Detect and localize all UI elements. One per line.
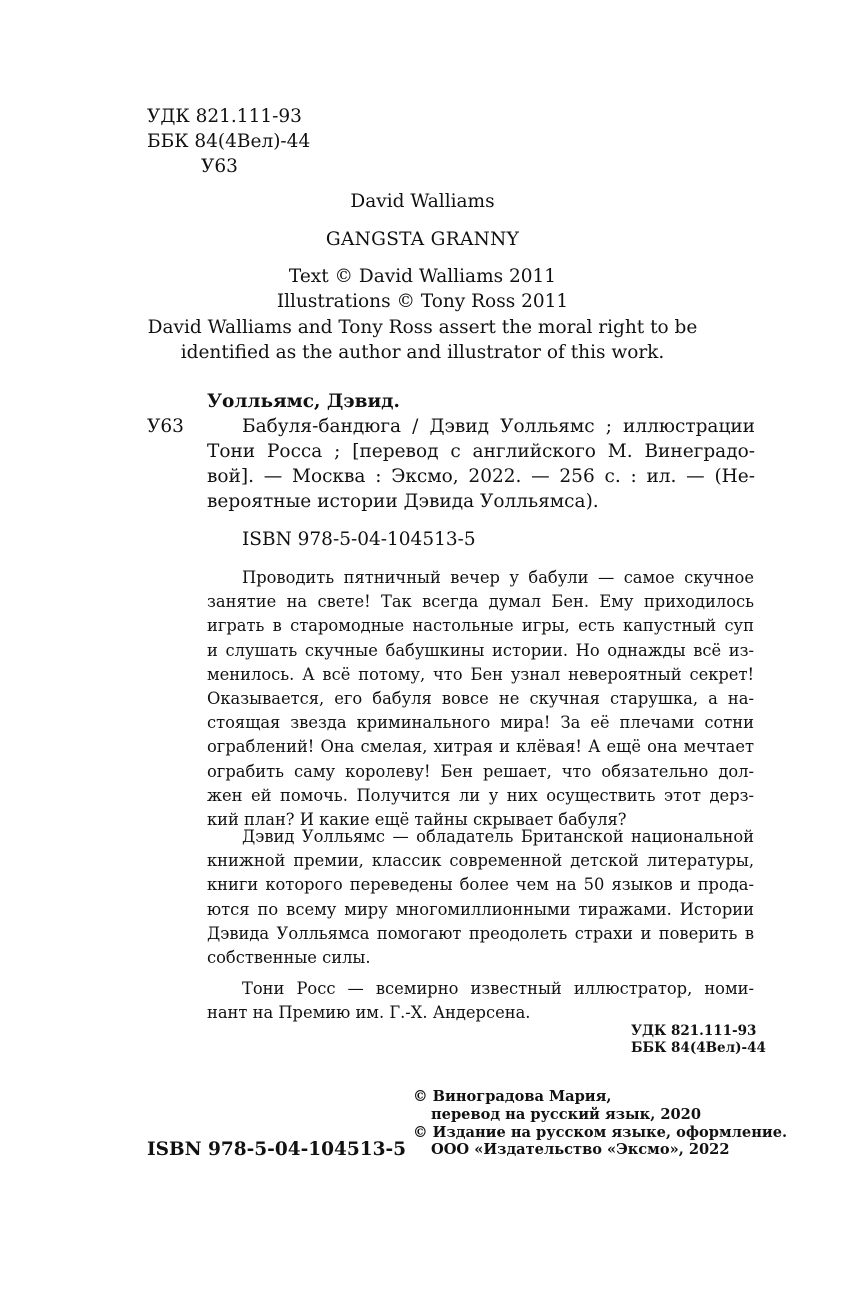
catalog-mark: У63 — [147, 416, 184, 437]
catalog-description-line: Тони Росса ; [перевод с английского М. Винеградо- — [207, 441, 755, 462]
annotation-line: жен ей помочь. Получится ли у них осуществить этот дерз- — [207, 785, 754, 805]
annotation-paragraph — [207, 566, 754, 832]
catalog-description-line: Бабуля-бандюга / Дэвид Уолльямс ; иллюстрации — [242, 416, 755, 437]
annotation-line: занятие на свете! Так всегда думал Бен. Ему приходилось — [207, 592, 754, 612]
bbk-code: ББК 84(4Вел)-44 — [147, 131, 311, 152]
annotation-line: ограбить саму королеву! Бен решает, что обязательно дол- — [207, 761, 754, 781]
udk-code: УДК 821.111-93 — [147, 106, 302, 127]
footer-isbn: ISBN 978-5-04-104513-5 — [147, 1139, 407, 1160]
original-author: David Walliams — [350, 191, 495, 212]
moral-right-line: identified as the author and illustrator of this work. — [180, 342, 665, 363]
copyright-line: перевод на русский язык, 2020 — [431, 1105, 701, 1123]
catalog-author-heading: Уолльямс, Дэвид. — [207, 391, 400, 412]
catalog-description-line: вероятные истории Дэвида Уолльямса). — [207, 491, 599, 512]
annotation-line: нант на Премию им. Г.-Х. Андерсена. — [207, 1003, 531, 1023]
annotation-bbk: ББК 84(4Вел)-44 — [631, 1040, 766, 1056]
copyright-block — [413, 1088, 787, 1159]
illustrator-bio-paragraph — [207, 977, 754, 1025]
annotation-line: книжной премии, классик современной детской литературы, — [207, 851, 754, 871]
annotation-line: менилось. А всё потому, что Бен узнал невероятный секрет! — [207, 664, 754, 684]
annotation-line: собственные силы. — [207, 947, 371, 967]
annotation-line: играть в старомодные настольные игры, есть капустный суп — [207, 616, 754, 636]
annotation-line: Дэвид Уолльямс — обладатель Британской национальной — [242, 827, 754, 846]
text-copyright: Text © David Walliams 2011 — [288, 266, 557, 287]
original-title: GANGSTA GRANNY — [325, 229, 520, 250]
copyright-line: © Виноградова Мария, — [413, 1088, 612, 1105]
catalog-description-line: вой]. — Москва : Эксмо, 2022. — 256 с. : ил. — (Не- — [207, 466, 755, 487]
copyright-line: © Издание на русском языке, оформление. — [413, 1123, 788, 1141]
illustrations-copyright: Illustrations © Tony Ross 2011 — [276, 291, 569, 312]
author-mark: У63 — [201, 156, 238, 177]
annotation-line: кий план? И какие ещё тайны скрывает бабуля? — [207, 809, 627, 829]
annotation-line: Оказывается, его бабуля вовсе не скучная старушка, а на- — [207, 688, 754, 708]
annotation-line: Проводить пятничный вечер у бабули — самое скучное — [242, 568, 754, 587]
annotation-line: и слушать скучные бабушкины истории. Но однажды всё из- — [207, 640, 754, 660]
annotation-line: Тони Росс — всемирно известный иллюстратор, номи- — [242, 979, 754, 998]
copyright-line: ООО «Издательство «Эксмо», 2022 — [431, 1141, 730, 1159]
annotation-line: стоящая звезда криминального мира! За её плечами сотни — [207, 713, 754, 733]
annotation-line: книги которого переведены более чем на 50 языков и прода- — [207, 875, 754, 895]
annotation-line: Дэвида Уолльямса помогают преодолеть страхи и поверить в — [207, 923, 754, 943]
annotation-line: ются по всему миру многомиллионными тиражами. Истории — [207, 899, 754, 919]
annotation-line: ограблений! Она смелая, хитрая и клёвая! А ещё она мечтает — [207, 737, 754, 757]
catalog-isbn: ISBN 978-5-04-104513-5 — [242, 529, 476, 550]
annotation-udk: УДК 821.111-93 — [631, 1023, 757, 1039]
moral-right-line: David Walliams and Tony Ross assert the moral right to be — [147, 317, 698, 338]
author-bio-paragraph — [207, 825, 754, 970]
